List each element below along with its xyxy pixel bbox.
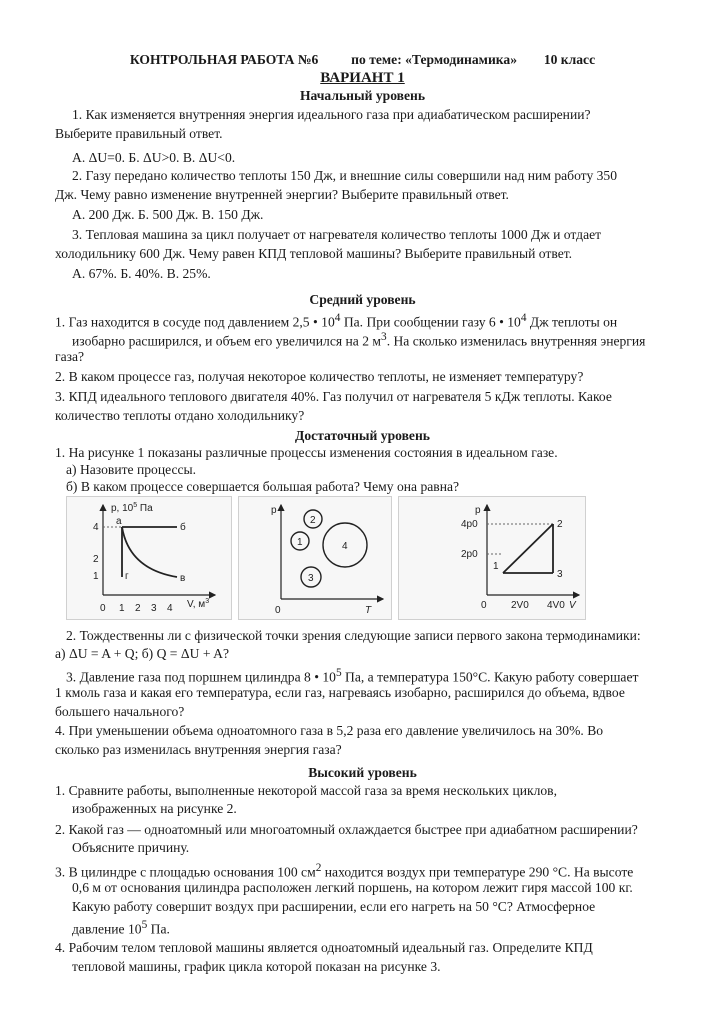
level4-q2-line2: Объясните причину. [72, 840, 190, 855]
level3-q4-line1: 4. При уменьшении объема одноатомного газа в 5,2 раза его давление увеличилось на 30%. Во [55, 723, 604, 738]
svg-text:V, м3: V, $м^3$ [187, 598, 210, 610]
level3-heading: Достаточный уровень [295, 428, 430, 443]
fig1-point-g: г [125, 571, 129, 582]
level3-q1-a: а) Назовите процессы. [66, 462, 197, 477]
fig1-ytick-2: 2 [93, 554, 99, 565]
fig2-y-axis-label: p [271, 505, 277, 516]
level3-q1-b: б) В каком процессе совершается большая работа? Чему она равна? [66, 479, 460, 494]
fig3-point-1: 1 [493, 561, 499, 572]
level4-q1-line2: изображенных на рисунке 2. [72, 801, 237, 816]
test-title: КОНТРОЛЬНАЯ РАБОТА №6 [129, 52, 319, 67]
level4-q4-line2: тепловой машины, график цикла которой показан на рисунке 3. [72, 959, 441, 974]
level3-q3-line1: 3. Давление газа под поршнем цилиндра 8 • $10^5$ Па, а температура 150°С. Какую работу совершает [66, 667, 639, 685]
level2-heading: Средний уровень [309, 292, 416, 307]
level2-q1-line2: изобарно расширился, и объем его увеличился на 2 $м^3$. На сколько изменилась внутренняя энергия [72, 331, 646, 349]
level4-heading: Высокий уровень [308, 765, 417, 780]
variant-title: ВАРИАНТ 1 [320, 70, 405, 86]
fig1-xtick-2: 2 [135, 603, 141, 614]
fig3-x-axis-label: V [569, 600, 576, 611]
test-header [0, 50, 725, 69]
level2-q2: 2. В каком процессе газ, получая некоторое количество теплоты, не изменяет температуру? [55, 369, 584, 384]
fig3-xtick-2v0: 2V0 [511, 600, 529, 611]
level1-q1-line2: Выберите правильный ответ. [55, 126, 223, 141]
level1-q3-line1: 3. Тепловая машина за цикл получает от нагревателя количество теплоты 1000 Дж и отдает [72, 227, 602, 242]
level4-q2-line1: 2. Какой газ — одноатомный или многоатомный охлаждается быстрее при адиабатном расширении? [55, 822, 638, 837]
level1-q2-answers: А. 200 Дж. Б. 500 Дж. В. 150 Дж. [72, 207, 264, 222]
fig1-xtick-3: 3 [151, 603, 157, 614]
level4-q3-line4: давление $10^5$ Па. [72, 919, 170, 937]
level1-q1-line1: 1. Как изменяется внутренняя энергия идеального газа при адиабатическом расширении? [72, 107, 591, 122]
level2-q1-line3: газа? [55, 349, 85, 364]
fig3-point-2: 2 [557, 519, 563, 530]
level2-q3-line1: 3. КПД идеального теплового двигателя 40%. Газ получил от нагревателя 5 кДж теплоты. Какое [55, 389, 612, 404]
fig3-origin: 0 [481, 600, 487, 611]
fig1-point-v: в [180, 573, 186, 584]
level3-q2-line1: 2. Тождественны ли с физической точки зрения следующие записи первого закона термодинамики: [66, 628, 641, 643]
fig3-xtick-4v0: 4V0 [547, 600, 565, 611]
level3-q2-line2: а) ΔU = A + Q; б) Q = ΔU + A? [55, 646, 229, 661]
fig1-xtick-0: 0 [100, 603, 106, 614]
level3-q1-line1: 1. На рисунке 1 показаны различные процессы изменения состояния в идеальном газе. [55, 445, 558, 460]
fig3-ytick-2p0: 2p0 [461, 549, 478, 560]
fig1-point-b: б [180, 522, 186, 533]
fig1-ytick-4: 4 [93, 522, 99, 533]
fig2-cycle-4: 4 [342, 541, 348, 552]
level2-q3-line2: количество теплоты отдано холодильнику? [55, 408, 305, 423]
level3-q4-line2: сколько раз изменилась внутренняя энергия газа? [55, 742, 342, 757]
test-topic: по теме: «Термодинамика» [351, 52, 517, 67]
fig1-ytick-1: 1 [93, 571, 99, 582]
level3-q3-line3: большего начального? [55, 704, 185, 719]
fig1-y-axis-label: p, 10 [111, 503, 134, 514]
fig2-cycle-3: 3 [308, 573, 314, 584]
level4-q4-line1: 4. Рабочим телом тепловой машины является одноатомный идеальный газ. Определите КПД [55, 940, 593, 955]
fig3-point-3: 3 [557, 569, 563, 580]
level1-q2-line1: 2. Газу передано количество теплоты 150 Дж, и внешние силы совершили над ним работу 350 [72, 168, 618, 183]
level2-q1-line1: 1. Газ находится в сосуде под давлением 2,5 • $10^4$ Па. При сообщении газу 6 • $10^4$ Дж теплоты он [55, 312, 618, 330]
fig2-x-axis-label: T [365, 605, 372, 616]
level1-q3-answers: А. 67%. Б. 40%. В. 25%. [72, 266, 211, 281]
fig1-xtick-4: 4 [167, 603, 173, 614]
fig3-ytick-4p0: 4p0 [461, 519, 478, 530]
figure-3 [398, 496, 586, 620]
fig2-cycle-2: 2 [310, 515, 316, 526]
fig3-y-axis-label: p [475, 505, 481, 516]
level1-q1-answers: А. ΔU=0. Б. ΔU>0. В. ΔU<0. [72, 150, 236, 165]
level4-q3-line3: Какую работу совершит воздух при расширении, если его нагреть на 50 °С? Атмосферное [72, 899, 596, 914]
svg-text:p, 105 Па: p, $10^5$ Па [111, 502, 153, 514]
level1-heading: Начальный уровень [299, 88, 426, 103]
fig1-x-axis-label: V, м [187, 599, 206, 610]
level3-q3-line2: 1 кмоль газа и какая его температура, если газ, нагреваясь изобарно, расширился до объема, вдвое [55, 685, 625, 700]
level4-q3-line2: 0,6 м от основания цилиндра расположен легкий поршень, на котором лежит гиря массой 100 кг. [72, 880, 633, 895]
fig2-cycle-1: 1 [297, 537, 303, 548]
figure-1 [66, 496, 232, 620]
level4-q1-line1: 1. Сравните работы, выполненные некоторой массой газа за время нескольких циклов, [55, 783, 557, 798]
fig1-xtick-1: 1 [119, 603, 125, 614]
level1-q2-line2: Дж. Чему равно изменение внутренней энергии? Выберите правильный ответ. [55, 187, 509, 202]
figure-2 [238, 496, 392, 620]
level4-q3-line1: 3. В цилиндре с площадью основания 100 $см^2$ находится воздух при температуре 290 °С. На высоте [55, 862, 634, 880]
level1-q3-line2: холодильнику 600 Дж. Чему равен КПД тепловой машины? Выберите правильный ответ. [55, 246, 573, 261]
test-grade: 10 класс [543, 52, 596, 67]
fig1-point-a: а [116, 516, 122, 527]
fig2-origin: 0 [275, 605, 281, 616]
